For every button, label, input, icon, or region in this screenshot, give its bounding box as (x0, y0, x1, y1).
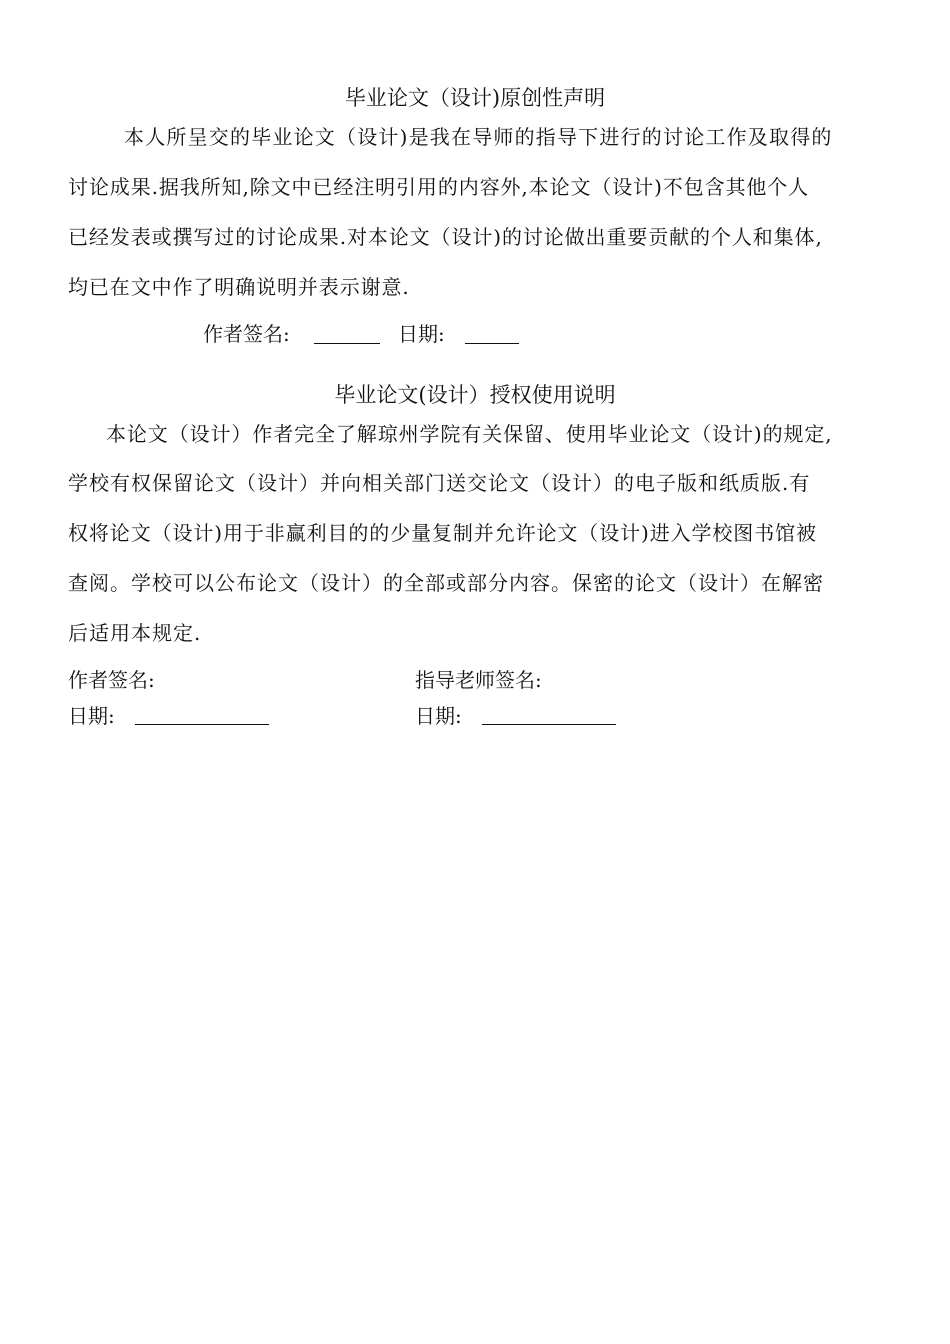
authorization-date-label-left: 日期: (68, 704, 115, 728)
authorization-line-5: 后适用本规定. (68, 621, 202, 645)
authorization-author-label: 作者签名: (68, 668, 155, 692)
authorization-line-2: 学校有权保留论文（设计）并向相关部门送交论文（设计）的电子版和纸质版.有 (68, 471, 811, 495)
authorization-date-blank-left[interactable] (135, 724, 269, 725)
authorization-line-1: 本论文（设计）作者完全了解琼州学院有关保留、使用毕业论文（设计)的规定, (106, 422, 833, 446)
authorization-line-4: 查阅。学校可以公布论文（设计）的全部或部分内容。保密的论文（设计）在解密 (68, 571, 824, 595)
originality-date-blank[interactable] (465, 343, 519, 344)
originality-date-label: 日期: (398, 322, 445, 346)
originality-line-3: 已经发表或撰写过的讨论成果.对本论文（设计)的讨论做出重要贡献的个人和集体, (68, 225, 823, 249)
authorization-line-3: 权将论文（设计)用于非赢利目的的少量复制并允许论文（设计)进入学校图书馆被 (68, 521, 817, 545)
originality-line-4: 均已在文中作了明确说明并表示谢意. (68, 275, 410, 299)
authorization-date-blank-right[interactable] (482, 724, 616, 725)
authorization-date-label-right: 日期: (415, 704, 462, 728)
originality-author-label: 作者签名: (203, 322, 290, 346)
originality-line-1: 本人所呈交的毕业论文（设计)是我在导师的指导下进行的讨论工作及取得的 (124, 125, 833, 149)
authorization-title: 毕业论文(设计）授权使用说明 (334, 383, 616, 407)
originality-line-2: 讨论成果.据我所知,除文中已经注明引用的内容外,本论文（设计)不包含其他个人 (68, 175, 810, 199)
authorization-advisor-label: 指导老师签名: (415, 668, 542, 692)
originality-title: 毕业论文（设计)原创性声明 (344, 86, 606, 110)
originality-author-blank[interactable] (314, 343, 380, 344)
